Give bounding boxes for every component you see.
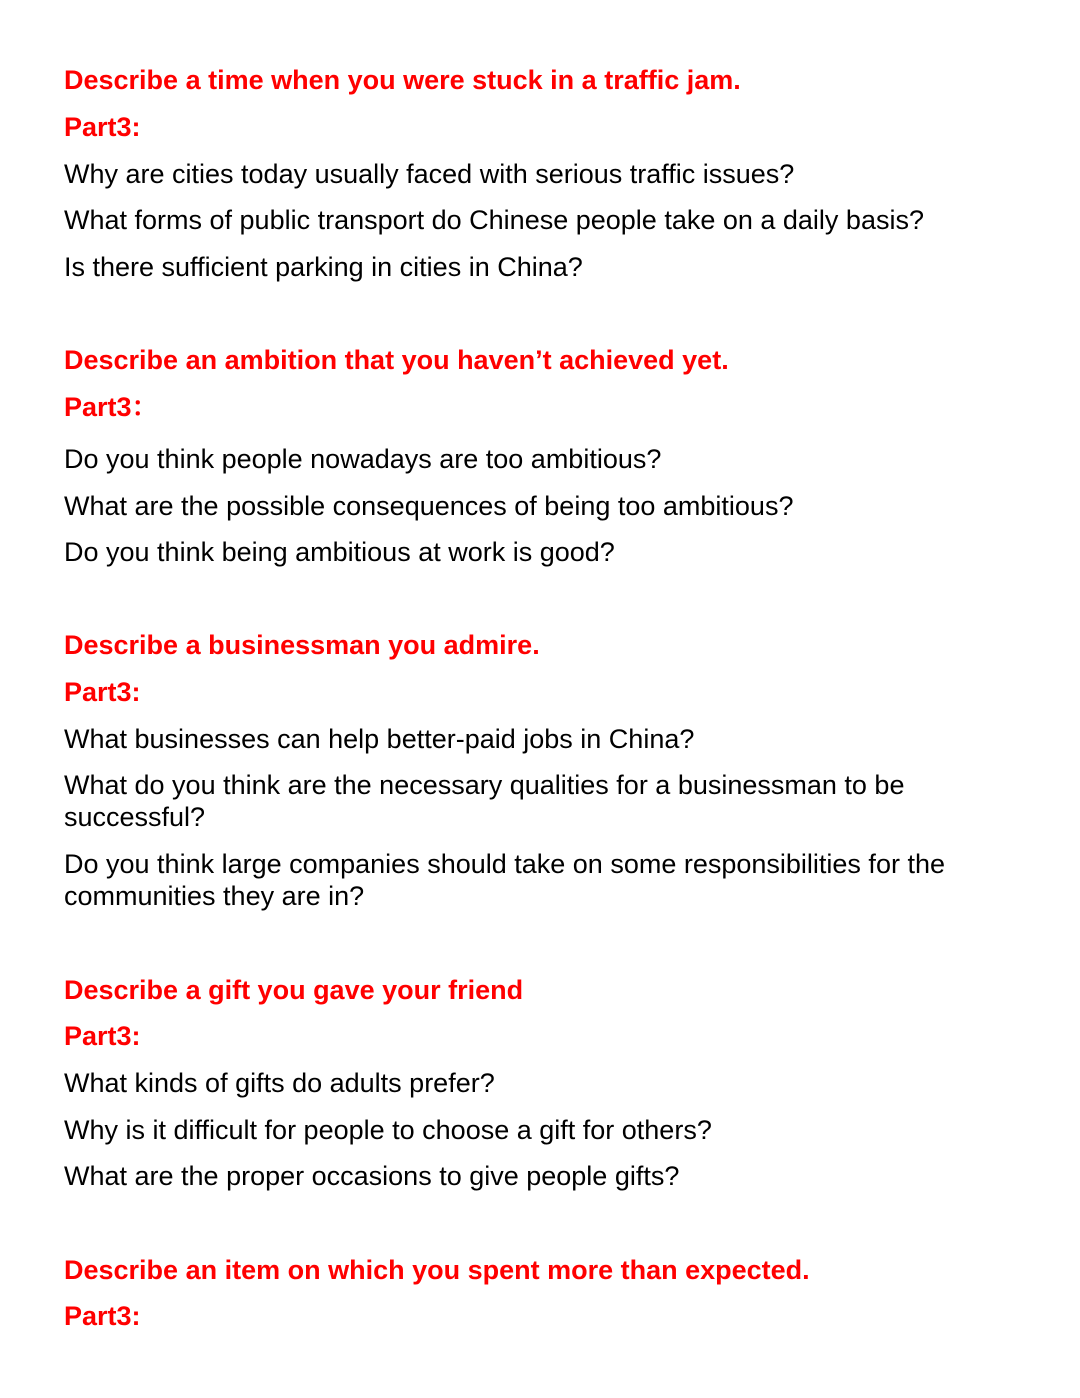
section-4-question-3: What are the proper occasions to give people gifts? (64, 1161, 680, 1191)
section-2-question-1: Do you think people nowadays are too ambitious? (64, 444, 662, 474)
section-1-topic: Describe a time when you were stuck in a traffic jam. (64, 65, 741, 95)
section-4-question-2: Why is it difficult for people to choose a gift for others? (64, 1115, 712, 1145)
section-2-question-3: Do you think being ambitious at work is good? (64, 537, 615, 567)
section-3-topic: Describe a businessman you admire. (64, 630, 540, 660)
section-4-part-label: Part3: (64, 1021, 141, 1051)
section-3-question-3: Do you think large companies should take on some responsibilities for the communities they are in? (64, 849, 945, 911)
section-5-part-label: Part3: (64, 1301, 141, 1331)
section-2-question-2: What are the possible consequences of being too ambitious? (64, 491, 794, 521)
section-2-topic: Describe an ambition that you haven’t achieved yet. (64, 345, 729, 375)
section-2-part-label: Part3： (64, 392, 159, 422)
section-4-topic: Describe a gift you gave your friend (64, 975, 524, 1005)
section-3-question-2: What do you think are the necessary qualities for a businessman to be successful? (64, 770, 905, 832)
section-1-question-3: Is there sufficient parking in cities in China? (64, 252, 583, 282)
section-4-question-1: What kinds of gifts do adults prefer? (64, 1068, 495, 1098)
section-1-question-2: What forms of public transport do Chinese people take on a daily basis? (64, 205, 924, 235)
section-3-part-label: Part3: (64, 677, 141, 707)
section-3-question-1: What businesses can help better-paid jobs in China? (64, 724, 695, 754)
section-1-question-1: Why are cities today usually faced with serious traffic issues? (64, 159, 795, 189)
section-5-topic: Describe an item on which you spent more than expected. (64, 1255, 810, 1285)
section-1-part-label: Part3: (64, 112, 141, 142)
